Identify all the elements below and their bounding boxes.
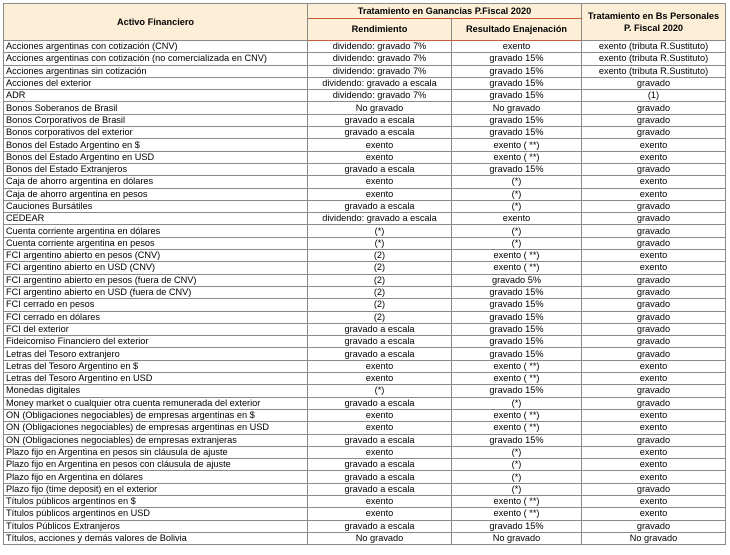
- asset-name-cell: Plazo fijo en Argentina en pesos con cláusula de ajuste: [4, 459, 308, 471]
- bienes-personales-cell: gravado: [582, 483, 726, 495]
- table-row: [4, 176, 726, 188]
- table-row: [4, 139, 726, 151]
- table-row: [4, 237, 726, 249]
- enajenacion-cell: gravado 15%: [452, 163, 582, 175]
- rendimiento-cell: exento: [308, 446, 452, 458]
- enajenacion-cell: No gravado: [452, 532, 582, 544]
- table-row: [4, 385, 726, 397]
- table-row: [4, 53, 726, 65]
- rendimiento-cell: (2): [308, 274, 452, 286]
- table-row: [4, 348, 726, 360]
- asset-name-cell: Títulos públicos argentinos en $: [4, 495, 308, 507]
- table-row: [4, 360, 726, 372]
- asset-name-cell: FCI argentino abierto en pesos (fuera de CNV): [4, 274, 308, 286]
- asset-name-cell: Acciones argentinas con cotización (no comercializada en CNV): [4, 53, 308, 65]
- enajenacion-cell: exento ( **): [452, 262, 582, 274]
- enajenacion-cell: gravado 15%: [452, 385, 582, 397]
- asset-name-cell: Cuenta corriente argentina en dólares: [4, 225, 308, 237]
- enajenacion-cell: gravado 15%: [452, 127, 582, 139]
- asset-name-cell: Bonos Corporativos de Brasil: [4, 114, 308, 126]
- asset-name-cell: Plazo fijo en Argentina en pesos sin cláusula de ajuste: [4, 446, 308, 458]
- bienes-personales-cell: exento (tributa R.Sustituto): [582, 41, 726, 53]
- asset-name-cell: ON (Obligaciones negociables) de empresas extranjeras: [4, 434, 308, 446]
- table-row: [4, 188, 726, 200]
- bienes-personales-cell: gravado: [582, 348, 726, 360]
- asset-name-cell: Caja de ahorro argentina en pesos: [4, 188, 308, 200]
- table-row: [4, 102, 726, 114]
- asset-name-cell: Plazo fijo en Argentina en dólares: [4, 471, 308, 483]
- enajenacion-cell: gravado 15%: [452, 299, 582, 311]
- asset-name-cell: Bonos del Estado Argentino en $: [4, 139, 308, 151]
- rendimiento-cell: exento: [308, 176, 452, 188]
- table-row: [4, 274, 726, 286]
- table-header: [4, 4, 726, 41]
- table-row: [4, 200, 726, 212]
- enajenacion-cell: exento ( **): [452, 373, 582, 385]
- asset-name-cell: Monedas digitales: [4, 385, 308, 397]
- asset-name-cell: Letras del Tesoro extranjero: [4, 348, 308, 360]
- enajenacion-cell: (*): [452, 397, 582, 409]
- asset-name-cell: Letras del Tesoro Argentino en USD: [4, 373, 308, 385]
- rendimiento-cell: (*): [308, 225, 452, 237]
- bienes-personales-cell: exento: [582, 471, 726, 483]
- table-row: [4, 483, 726, 495]
- table-row: [4, 532, 726, 544]
- asset-name-cell: ADR: [4, 90, 308, 102]
- enajenacion-cell: gravado 15%: [452, 520, 582, 532]
- table-row: [4, 520, 726, 532]
- header-rendimiento: Rendimiento: [308, 19, 452, 41]
- bienes-personales-cell: No gravado: [582, 532, 726, 544]
- bienes-personales-cell: exento: [582, 250, 726, 262]
- rendimiento-cell: exento: [308, 151, 452, 163]
- table-row: [4, 77, 726, 89]
- bienes-personales-cell: gravado: [582, 299, 726, 311]
- asset-name-cell: FCI argentino abierto en pesos (CNV): [4, 250, 308, 262]
- enajenacion-cell: exento ( **): [452, 409, 582, 421]
- bienes-personales-cell: gravado: [582, 114, 726, 126]
- bienes-personales-cell: gravado: [582, 225, 726, 237]
- header-activo: Activo Financiero: [4, 4, 308, 41]
- bienes-personales-cell: gravado: [582, 77, 726, 89]
- table-row: [4, 459, 726, 471]
- rendimiento-cell: (2): [308, 250, 452, 262]
- asset-name-cell: ON (Obligaciones negociables) de empresas argentinas en USD: [4, 422, 308, 434]
- enajenacion-cell: (*): [452, 471, 582, 483]
- tax-treatment-table: [3, 3, 726, 545]
- bienes-personales-cell: exento: [582, 262, 726, 274]
- bienes-personales-cell: gravado: [582, 336, 726, 348]
- asset-name-cell: Títulos, acciones y demás valores de Bolivia: [4, 532, 308, 544]
- rendimiento-cell: gravado a escala: [308, 323, 452, 335]
- rendimiento-cell: gravado a escala: [308, 336, 452, 348]
- rendimiento-cell: gravado a escala: [308, 434, 452, 446]
- table-row: [4, 471, 726, 483]
- bienes-personales-cell: gravado: [582, 213, 726, 225]
- enajenacion-cell: exento ( **): [452, 360, 582, 372]
- table-row: [4, 299, 726, 311]
- asset-name-cell: Títulos Públicos Extranjeros: [4, 520, 308, 532]
- enajenacion-cell: exento ( **): [452, 422, 582, 434]
- rendimiento-cell: (*): [308, 385, 452, 397]
- bienes-personales-cell: exento: [582, 139, 726, 151]
- bienes-personales-cell: gravado: [582, 385, 726, 397]
- rendimiento-cell: gravado a escala: [308, 471, 452, 483]
- enajenacion-cell: gravado 15%: [452, 311, 582, 323]
- header-bienes-personales: Tratamiento en Bs Personales P. Fiscal 2020: [582, 4, 726, 41]
- enajenacion-cell: gravado 15%: [452, 114, 582, 126]
- rendimiento-cell: gravado a escala: [308, 163, 452, 175]
- table-row: [4, 311, 726, 323]
- rendimiento-cell: gravado a escala: [308, 114, 452, 126]
- enajenacion-cell: gravado 15%: [452, 323, 582, 335]
- rendimiento-cell: No gravado: [308, 102, 452, 114]
- table-row: [4, 508, 726, 520]
- enajenacion-cell: (*): [452, 446, 582, 458]
- bienes-personales-cell: exento (tributa R.Sustituto): [582, 65, 726, 77]
- rendimiento-cell: exento: [308, 360, 452, 372]
- asset-name-cell: FCI cerrado en pesos: [4, 299, 308, 311]
- rendimiento-cell: gravado a escala: [308, 127, 452, 139]
- asset-name-cell: Acciones del exterior: [4, 77, 308, 89]
- enajenacion-cell: gravado 15%: [452, 336, 582, 348]
- table-row: [4, 65, 726, 77]
- asset-name-cell: Bonos Soberanos de Brasil: [4, 102, 308, 114]
- asset-name-cell: Títulos públicos argentinos en USD: [4, 508, 308, 520]
- enajenacion-cell: exento ( **): [452, 508, 582, 520]
- header-ganancias: Tratamiento en Ganancias P.Fiscal 2020: [308, 4, 582, 19]
- rendimiento-cell: dividendo: gravado 7%: [308, 53, 452, 65]
- bienes-personales-cell: gravado: [582, 311, 726, 323]
- table-row: [4, 373, 726, 385]
- table-row: [4, 250, 726, 262]
- table-row: [4, 434, 726, 446]
- enajenacion-cell: gravado 15%: [452, 286, 582, 298]
- table-row: [4, 41, 726, 53]
- asset-name-cell: Caja de ahorro argentina en dólares: [4, 176, 308, 188]
- rendimiento-cell: dividendo: gravado 7%: [308, 90, 452, 102]
- table-row: [4, 336, 726, 348]
- rendimiento-cell: gravado a escala: [308, 200, 452, 212]
- asset-name-cell: FCI argentino abierto en USD (CNV): [4, 262, 308, 274]
- enajenacion-cell: gravado 15%: [452, 77, 582, 89]
- asset-name-cell: Acciones argentinas sin cotización: [4, 65, 308, 77]
- bienes-personales-cell: gravado: [582, 237, 726, 249]
- rendimiento-cell: dividendo: gravado a escala: [308, 213, 452, 225]
- asset-name-cell: Bonos del Estado Argentino en USD: [4, 151, 308, 163]
- asset-name-cell: CEDEAR: [4, 213, 308, 225]
- enajenacion-cell: exento ( **): [452, 495, 582, 507]
- asset-name-cell: FCI argentino abierto en USD (fuera de CNV): [4, 286, 308, 298]
- enajenacion-cell: exento ( **): [452, 151, 582, 163]
- enajenacion-cell: (*): [452, 200, 582, 212]
- enajenacion-cell: (*): [452, 188, 582, 200]
- bienes-personales-cell: exento: [582, 409, 726, 421]
- bienes-personales-cell: exento: [582, 373, 726, 385]
- enajenacion-cell: exento: [452, 213, 582, 225]
- enajenacion-cell: (*): [452, 237, 582, 249]
- table-row: [4, 114, 726, 126]
- asset-name-cell: FCI del exterior: [4, 323, 308, 335]
- header-enajenacion: Resultado Enajenación: [452, 19, 582, 41]
- rendimiento-cell: dividendo: gravado 7%: [308, 41, 452, 53]
- enajenacion-cell: (*): [452, 176, 582, 188]
- rendimiento-cell: exento: [308, 139, 452, 151]
- bienes-personales-cell: exento: [582, 151, 726, 163]
- rendimiento-cell: exento: [308, 422, 452, 434]
- enajenacion-cell: gravado 15%: [452, 434, 582, 446]
- bienes-personales-cell: exento: [582, 360, 726, 372]
- table-row: [4, 323, 726, 335]
- rendimiento-cell: gravado a escala: [308, 459, 452, 471]
- rendimiento-cell: exento: [308, 409, 452, 421]
- rendimiento-cell: gravado a escala: [308, 520, 452, 532]
- rendimiento-cell: dividendo: gravado 7%: [308, 65, 452, 77]
- rendimiento-cell: exento: [308, 495, 452, 507]
- asset-name-cell: Acciones argentinas con cotización (CNV): [4, 41, 308, 53]
- bienes-personales-cell: exento: [582, 495, 726, 507]
- rendimiento-cell: gravado a escala: [308, 483, 452, 495]
- enajenacion-cell: (*): [452, 459, 582, 471]
- bienes-personales-cell: gravado: [582, 434, 726, 446]
- table-row: [4, 397, 726, 409]
- rendimiento-cell: gravado a escala: [308, 348, 452, 360]
- enajenacion-cell: (*): [452, 483, 582, 495]
- table-row: [4, 262, 726, 274]
- table-row: [4, 495, 726, 507]
- table-row: [4, 446, 726, 458]
- rendimiento-cell: dividendo: gravado a escala: [308, 77, 452, 89]
- table-row: [4, 151, 726, 163]
- bienes-personales-cell: gravado: [582, 520, 726, 532]
- table-body: [4, 41, 726, 545]
- table-row: [4, 286, 726, 298]
- bienes-personales-cell: gravado: [582, 102, 726, 114]
- bienes-personales-cell: gravado: [582, 163, 726, 175]
- asset-name-cell: ON (Obligaciones negociables) de empresas argentinas en $: [4, 409, 308, 421]
- asset-name-cell: Cuenta corriente argentina en pesos: [4, 237, 308, 249]
- table-row: [4, 127, 726, 139]
- rendimiento-cell: (2): [308, 299, 452, 311]
- bienes-personales-cell: gravado: [582, 286, 726, 298]
- rendimiento-cell: No gravado: [308, 532, 452, 544]
- asset-name-cell: Letras del Tesoro Argentino en $: [4, 360, 308, 372]
- rendimiento-cell: (2): [308, 286, 452, 298]
- table-row: [4, 422, 726, 434]
- asset-name-cell: Plazo fijo (time deposit) en el exterior: [4, 483, 308, 495]
- bienes-personales-cell: gravado: [582, 397, 726, 409]
- enajenacion-cell: gravado 15%: [452, 53, 582, 65]
- bienes-personales-cell: gravado: [582, 323, 726, 335]
- rendimiento-cell: (*): [308, 237, 452, 249]
- asset-name-cell: Money market o cualquier otra cuenta remunerada del exterior: [4, 397, 308, 409]
- asset-name-cell: Cauciones Bursátiles: [4, 200, 308, 212]
- bienes-personales-cell: exento: [582, 446, 726, 458]
- bienes-personales-cell: gravado: [582, 200, 726, 212]
- table-row: [4, 213, 726, 225]
- bienes-personales-cell: exento: [582, 176, 726, 188]
- enajenacion-cell: gravado 15%: [452, 90, 582, 102]
- asset-name-cell: FCI cerrado en dólares: [4, 311, 308, 323]
- asset-name-cell: Bonos corporativos del exterior: [4, 127, 308, 139]
- enajenacion-cell: gravado 15%: [452, 348, 582, 360]
- bienes-personales-cell: (1): [582, 90, 726, 102]
- bienes-personales-cell: exento: [582, 422, 726, 434]
- rendimiento-cell: exento: [308, 188, 452, 200]
- bienes-personales-cell: gravado: [582, 274, 726, 286]
- tax-table-container: [3, 3, 726, 545]
- asset-name-cell: Fideicomiso Financiero del exterior: [4, 336, 308, 348]
- asset-name-cell: Bonos del Estado Extranjeros: [4, 163, 308, 175]
- rendimiento-cell: exento: [308, 508, 452, 520]
- bienes-personales-cell: exento: [582, 188, 726, 200]
- enajenacion-cell: gravado 15%: [452, 65, 582, 77]
- rendimiento-cell: (2): [308, 262, 452, 274]
- rendimiento-cell: exento: [308, 373, 452, 385]
- table-row: [4, 90, 726, 102]
- table-row: [4, 409, 726, 421]
- bienes-personales-cell: exento: [582, 459, 726, 471]
- enajenacion-cell: gravado 5%: [452, 274, 582, 286]
- bienes-personales-cell: exento: [582, 508, 726, 520]
- bienes-personales-cell: gravado: [582, 127, 726, 139]
- enajenacion-cell: exento ( **): [452, 250, 582, 262]
- bienes-personales-cell: exento (tributa R.Sustituto): [582, 53, 726, 65]
- table-row: [4, 163, 726, 175]
- enajenacion-cell: exento: [452, 41, 582, 53]
- enajenacion-cell: exento ( **): [452, 139, 582, 151]
- table-row: [4, 225, 726, 237]
- enajenacion-cell: No gravado: [452, 102, 582, 114]
- enajenacion-cell: (*): [452, 225, 582, 237]
- rendimiento-cell: (2): [308, 311, 452, 323]
- rendimiento-cell: gravado a escala: [308, 397, 452, 409]
